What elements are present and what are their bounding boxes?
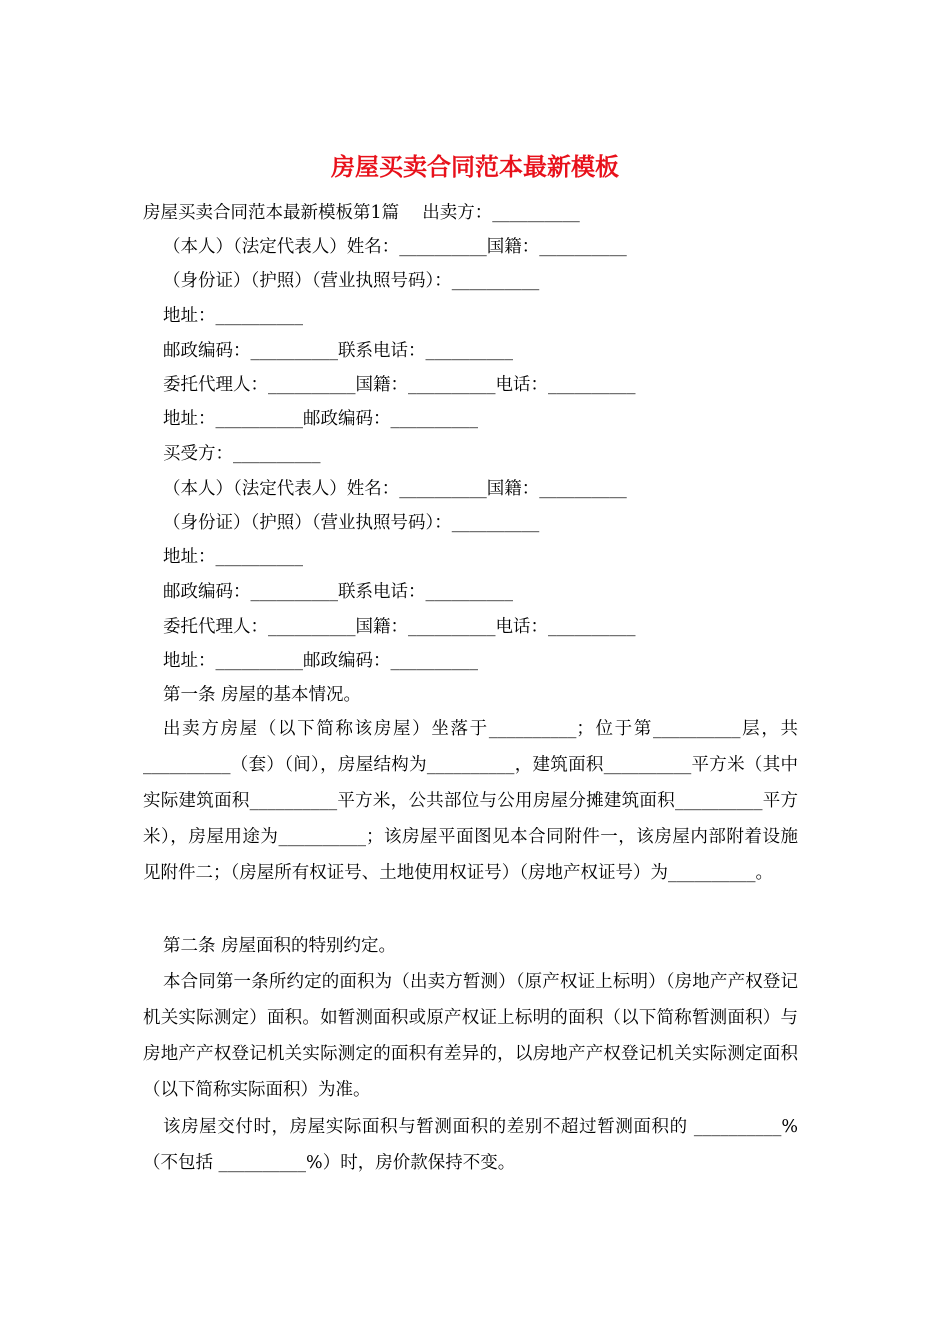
text-line-seller-name: （本人）（法定代表人）姓名：__________国籍：__________ — [163, 237, 627, 257]
article-1-heading: 第一条 房屋的基本情况。 — [163, 685, 362, 705]
article-2-heading: 第二条 房屋面积的特别约定。 — [163, 936, 397, 956]
text-line-buyer-address: 地址：__________ — [163, 547, 303, 567]
text-line-buyer-id: （身份证）（护照）（营业执照号码）：__________ — [163, 513, 540, 533]
article-1-body: 出卖方房屋（以下简称该房屋）坐落于__________；位于第__________层，共__________（套）（间），房屋结构为__________，建筑面积__________平方米（其中实际建筑面积__________平方米，公共部位与公用房屋分摊建筑面积__________平方米），房屋用途为__________；该房屋平面图见本合同附件一，该房屋内部附着设施见附件二；（房屋所有权证号、土地使用权证号）（房地产权证号）为__________。 — [143, 719, 798, 883]
text-line-seller-agent-address: 地址：__________邮政编码：__________ — [163, 409, 478, 429]
text-line-seller-address: 地址：__________ — [163, 306, 303, 326]
text-line-buyer-name: （本人）（法定代表人）姓名：__________国籍：__________ — [163, 479, 627, 499]
document-title: 房屋买卖合同范本最新模板 — [331, 152, 619, 181]
article-2-body: 本合同第一条所约定的面积为（出卖方暂测）（原产权证上标明）（房地产产权登记机关实际测定）面积。如暂测面积或原产权证上标明的面积（以下简称暂测面积）与房地产产权登记机关实际测定的面积有差异的，以房地产产权登记机关实际测定面积（以下简称实际面积）为准。 — [143, 972, 798, 1100]
text-line-seller-id: （身份证）（护照）（营业执照号码）：__________ — [163, 271, 540, 291]
text-line-seller-postcode: 邮政编码：__________联系电话：__________ — [163, 341, 513, 361]
text-line-intro: 房屋买卖合同范本最新模板第1篇 出卖方：__________ — [143, 203, 580, 223]
text-line-seller-agent: 委托代理人：__________国籍：__________电话：__________ — [163, 375, 636, 395]
text-line-buyer: 买受方：__________ — [163, 444, 321, 464]
article-2-area-tolerance: 该房屋交付时，房屋实际面积与暂测面积的差别不超过暂测面积的 __________%（不包括 __________%）时，房价款保持不变。 — [143, 1117, 798, 1173]
text-line-buyer-agent-address: 地址：__________邮政编码：__________ — [163, 651, 478, 671]
text-line-buyer-postcode: 邮政编码：__________联系电话：__________ — [163, 582, 513, 602]
text-line-buyer-agent: 委托代理人：__________国籍：__________电话：__________ — [163, 617, 636, 637]
